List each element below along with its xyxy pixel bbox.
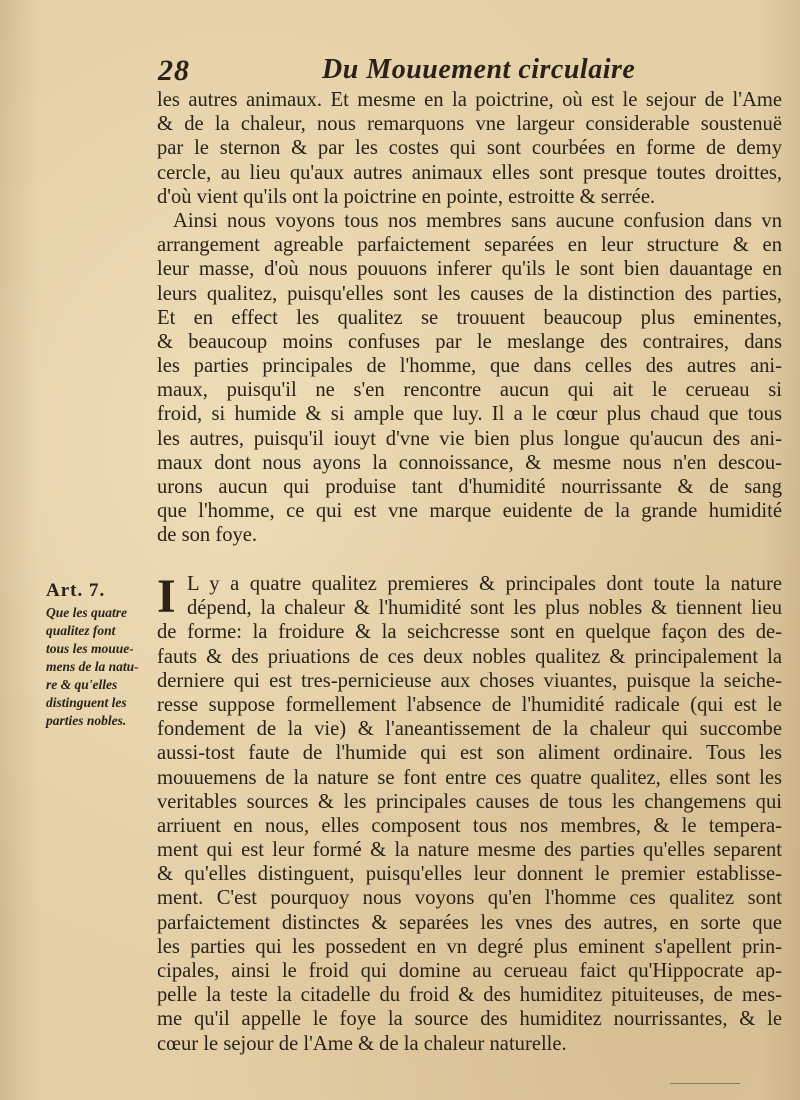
page-ornament xyxy=(670,1083,740,1088)
text-line: maux, puisqu'il ne s'en rencontre aucun qui ait le cerueau si xyxy=(157,379,782,402)
text-line: de forme: la froidure & la seichcresse sont en quelque façon des de- xyxy=(157,621,782,644)
margin-note-line: parties nobles. xyxy=(46,713,127,728)
page-header xyxy=(150,48,780,88)
text-line: les parties principales de l'homme, que dans celles des autres ani- xyxy=(157,355,782,378)
text-line: aussi-tost faute de l'humide qui est son aliment ordinaire. Tous les xyxy=(157,742,782,765)
margin-note xyxy=(46,580,154,730)
text-line: veritables sources & les principales causes de tous les changemens qui xyxy=(157,790,782,813)
text-line: arriuent en nous, elles composent tous nos membres, & le tempera- xyxy=(157,814,782,837)
text-line: leur masse, d'où nous pouuons inferer qu'ils le sont bien dauantage en xyxy=(157,258,782,281)
text-line: pelle la teste la citadelle du froid & des humiditez pituiteuses, de mes- xyxy=(157,984,782,1007)
margin-note-line: distinguent les xyxy=(46,695,127,710)
text-line: derniere qui est tres-pernicieuse aux choses viuantes, puisque la seiche- xyxy=(157,669,782,692)
text-line: fondement de la vie) & l'aneantissement de la chaleur qui succombe xyxy=(157,718,782,741)
text-line: urons aucun qui produise tant d'humidité nourrissante & de sang xyxy=(157,476,782,498)
text-line: resse suppose formellement l'absence de l'humidité radicale (qui est le xyxy=(157,693,782,716)
text-line: de son foye. xyxy=(157,524,258,547)
text-line: cercle, au lieu qu'aux autres animaux elles sont presque toutes droittes, xyxy=(157,161,782,184)
paragraph-1 xyxy=(157,88,782,548)
text-line: parfaictement distinctes & separées les vnes des autres, en sorte que xyxy=(157,911,782,934)
text-line: par le sternon & par les costes qui sont courbées en forme de demy xyxy=(157,137,782,160)
drop-cap: I xyxy=(157,570,176,623)
text-line: L y a quatre qualitez premieres & principales dont toute la nature xyxy=(187,573,782,595)
text-line: les parties qui les possedent en vn degré plus eminent s'apellent prin- xyxy=(157,935,782,958)
text-line: dépend, la chaleur & l'humidité sont les plus nobles & tiennent lieu xyxy=(187,597,782,620)
text-line: arrangement agreable parfaictement separées en leur structure & en xyxy=(157,234,782,257)
text-line: me qu'il appelle le foye la source des humiditez nourrissantes, & le xyxy=(157,1008,782,1031)
text-line: froid, si humide & si ample que luy. Il a le cœur plus chaud que tous xyxy=(157,403,782,426)
margin-note-line: Que les quatre xyxy=(46,605,127,620)
text-line: d'où vient qu'ils ont la poictrine en pointe, estroitte & serrée. xyxy=(157,185,656,208)
article-number: Art. 7. xyxy=(46,580,106,601)
text-line: cipales, ainsi le froid qui domine au cerueau faict qu'Hippocrate ap- xyxy=(157,960,782,982)
margin-note-line: mens de la natu- xyxy=(46,659,139,674)
text-line: les autres, puisqu'il iouyt d'vne vie bien plus longue qu'aucun des ani- xyxy=(157,427,782,450)
text-line: que l'homme, ce qui est vne marque euidente de la grande humidité xyxy=(157,500,782,523)
margin-note-line: re & qu'elles xyxy=(46,677,118,692)
text-line: & de la chaleur, nous remarquons vne largeur considerable soustenuë xyxy=(157,113,782,136)
page-number: 28 xyxy=(158,54,190,87)
running-title: Du Mouuement circulaire xyxy=(322,54,636,85)
text-line: leurs qualitez, puisqu'elles sont les causes de la distinction des parties, xyxy=(157,282,782,305)
text-line: Ainsi nous voyons tous nos membres sans aucune confusion dans vn xyxy=(173,209,782,232)
margin-note-line: qualitez font xyxy=(46,623,116,638)
paragraph-2 xyxy=(157,572,782,1056)
text-line: maux dont nous ayons la connoissance, & mesme nous n'en descou- xyxy=(157,451,782,474)
text-line: Et en effect les qualitez se trouuent beaucoup plus eminentes, xyxy=(157,306,782,329)
text-line: ment. C'est pourquoy nous voyons qu'en l'homme ces qualitez sont xyxy=(157,887,782,910)
margin-note-line: tous les mouue- xyxy=(46,641,134,656)
text-line: les autres animaux. Et mesme en la poictrine, où est le sejour de l'Ame xyxy=(157,89,782,111)
text-line: cœur le sejour de l'Ame & de la chaleur naturelle. xyxy=(157,1032,567,1055)
text-line: & qu'elles distinguent, puisqu'elles leur donnent le premier establisse- xyxy=(157,863,782,886)
text-line: fauts & des priuations de ces deux nobles qualitez & principalement la xyxy=(157,645,782,668)
text-line: mouuemens de la nature se font entre ces quatre qualitez, elles sont les xyxy=(157,766,782,789)
text-line: ment qui est leur formé & la nature mesme des parties qu'elles separent xyxy=(157,839,782,862)
text-line: & beaucoup moins confuses par le meslange des contraires, dans xyxy=(157,330,782,353)
